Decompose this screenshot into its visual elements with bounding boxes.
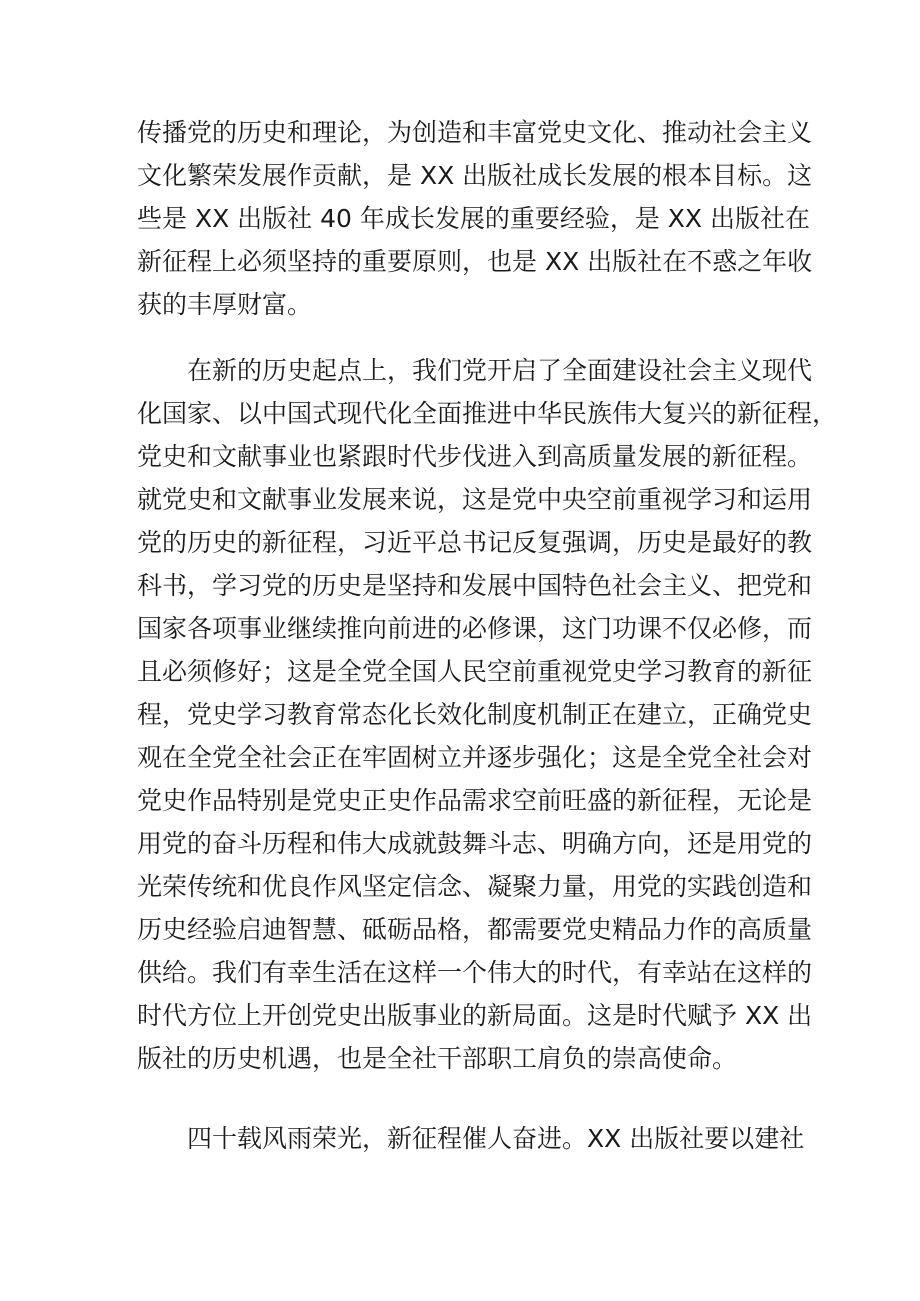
text-line: 供给。我们有幸生活在这样一个伟大的时代，有幸站在这样的 (137, 958, 813, 987)
paragraph-3 (137, 1117, 805, 1160)
text-line: 国家各项事业继续推向前进的必修课，这门功课不仅必修，而 (137, 614, 813, 643)
text-line: 在新的历史起点上，我们党开启了全面建设社会主义现代 (187, 356, 813, 385)
text-line: 且必须修好；这是全党全国人民空前重视党史学习教育的新征 (137, 657, 813, 686)
text-line: 科书，学习党的历史是坚持和发展中国特色社会主义、把党和 (137, 571, 813, 600)
text-line: 四十载风雨荣光，新征程催人奋进。XX 出版社要以建社 (187, 1124, 805, 1153)
text-line: 获的丰厚财富。 (137, 290, 313, 319)
text-line: 时代方位上开创党史出版事业的新局面。这是时代赋予 XX 出 (137, 1001, 813, 1030)
text-line: 程，党史学习教育常态化长效化制度机制正在建立，正确党史 (137, 700, 813, 729)
text-line: 些是 XX 出版社 40 年成长发展的重要经验，是 XX 出版社在 (137, 204, 810, 233)
text-line: 新征程上必须坚持的重要原则，也是 XX 出版社在不惑之年收 (137, 247, 813, 276)
text-line: 党史作品特别是党史正史作品需求空前旺盛的新征程，无论是 (137, 786, 813, 815)
text-line: 就党史和文献事业发展来说，这是党中央空前重视学习和运用 (137, 485, 813, 514)
text-line: 历史经验启迪智慧、砥砺品格，都需要党史精品力作的高质量 (137, 915, 813, 944)
text-line: 传播党的历史和理论，为创造和丰富党史文化、推动社会主义 (137, 118, 813, 147)
text-line: 化国家、以中国式现代化全面推进中华民族伟大复兴的新征程， (137, 399, 838, 428)
text-line: 观在全党全社会正在牢固树立并逐步强化；这是全党全社会对 (137, 743, 813, 772)
text-line: 版社的历史机遇，也是全社干部职工肩负的崇高使命。 (137, 1044, 738, 1073)
text-line: 用党的奋斗历程和伟大成就鼓舞斗志、明确方向，还是用党的 (137, 829, 813, 858)
text-line: 文化繁荣发展作贡献，是 XX 出版社成长发展的根本目标。这 (137, 161, 813, 190)
text-line: 光荣传统和优良作风坚定信念、凝聚力量，用党的实践创造和 (137, 872, 813, 901)
paragraph-1 (137, 111, 813, 326)
text-line: 党的历史的新征程，习近平总书记反复强调，历史是最好的教 (137, 528, 813, 557)
paragraph-2 (137, 349, 838, 1080)
text-line: 党史和文献事业也紧跟时代步伐进入到高质量发展的新征程。 (137, 442, 813, 471)
